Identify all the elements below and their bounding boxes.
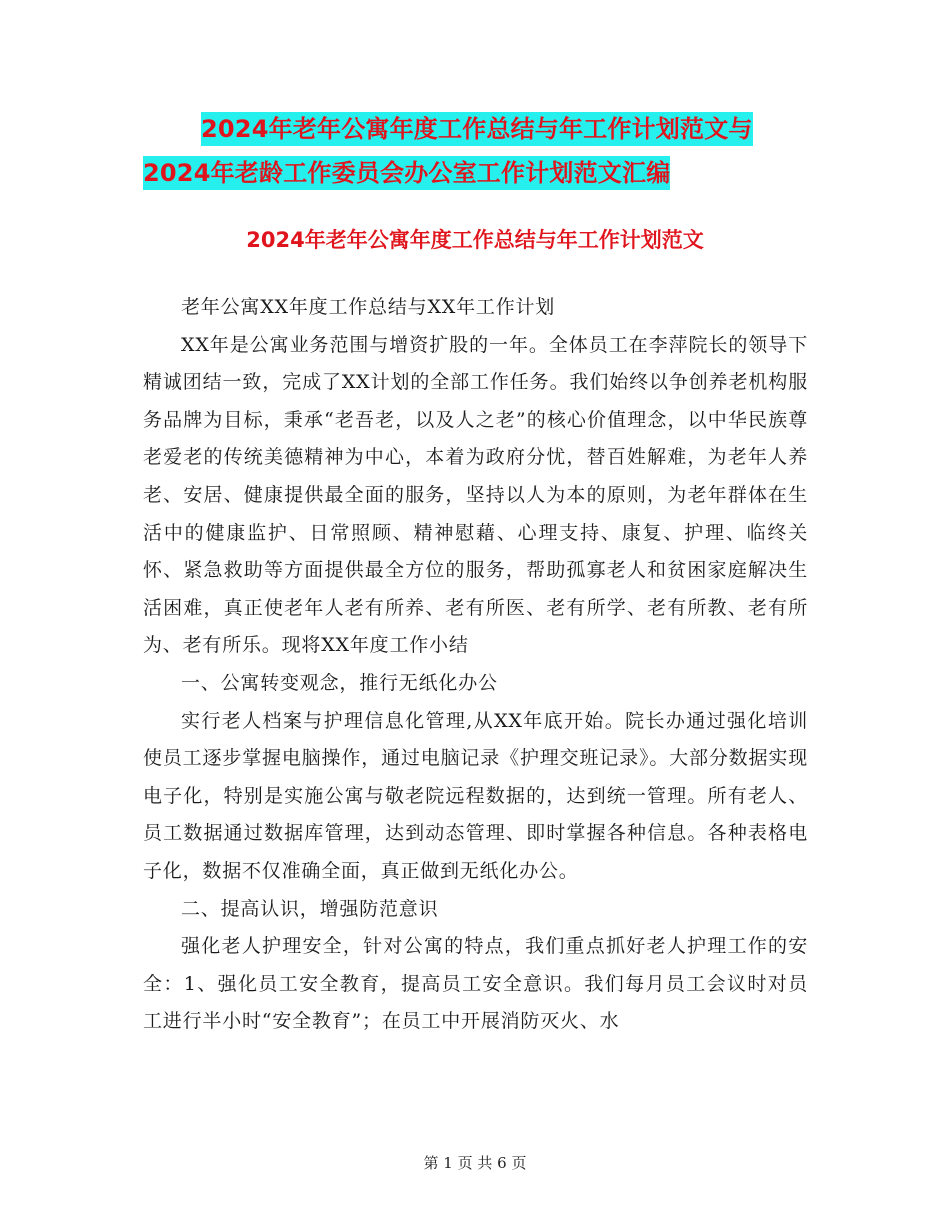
paragraph: 老年公寓XX年度工作总结与XX年工作计划 bbox=[181, 296, 556, 318]
paragraph: 二、提高认识，增强防范意识 bbox=[181, 897, 439, 920]
paragraph: XX年是公寓业务范围与增资扩股的一年。全体员工在李萍院长的领导下精诚团结一致，完成了XX计划的全部工作任务。我们始终以争创养老机构服务品牌为目标，秉承“老吾老，以及人之老”的核心价值理念，以中华民族尊老爱老的传统美德精神为中心，本着为政府分忧，替百姓解难，为老年人养老、安居、健康提供最全面的服务，坚持以人为本的原则，为老年群体在生活中的健康监护、日常照顾、精神慰藉、心理支持、康复、护理、临终关怀、紧急救助等方面提供最全方位的服务，帮助孤寡老人和贫困家庭解决生活困难，真正使老年人老有所养、老有所医、老有所学、老有所教、老有所为、老有所乐。现将XX年度工作小结 bbox=[143, 333, 808, 657]
title-line-1: 2024年老年公寓年度工作总结与年工作计划范文与 bbox=[201, 112, 753, 146]
document-body bbox=[143, 289, 808, 1041]
section-title: 2024年老年公寓年度工作总结与年工作计划范文 bbox=[246, 228, 704, 252]
paragraph: 一、公寓转变观念，推行无纸化办公 bbox=[181, 671, 498, 694]
page-footer: 第 1 页 共 6 页 bbox=[423, 1154, 527, 1172]
title-line-2: 2024年老龄工作委员会办公室工作计划范文汇编 bbox=[143, 156, 670, 190]
paragraph: 实行老人档案与护理信息化管理,从XX年底开始。院长办通过强化培训使员工逐步掌握电脑操作，通过电脑记录《护理交班记录》。大部分数据实现电子化，特别是实施公寓与敬老院远程数据的，达到统一管理。所有老人、员工数据通过数据库管理，达到动态管理、即时掌握各种信息。各种表格电子化，数据不仅准确全面，真正做到无纸化办公。 bbox=[143, 709, 808, 882]
paragraph: 强化老人护理安全，针对公寓的特点，我们重点抓好老人护理工作的安全：1、强化员工安全教育，提高员工安全意识。我们每月员工会议时对员工进行半小时“安全教育”；在员工中开展消防灭火、水 bbox=[143, 935, 808, 1033]
